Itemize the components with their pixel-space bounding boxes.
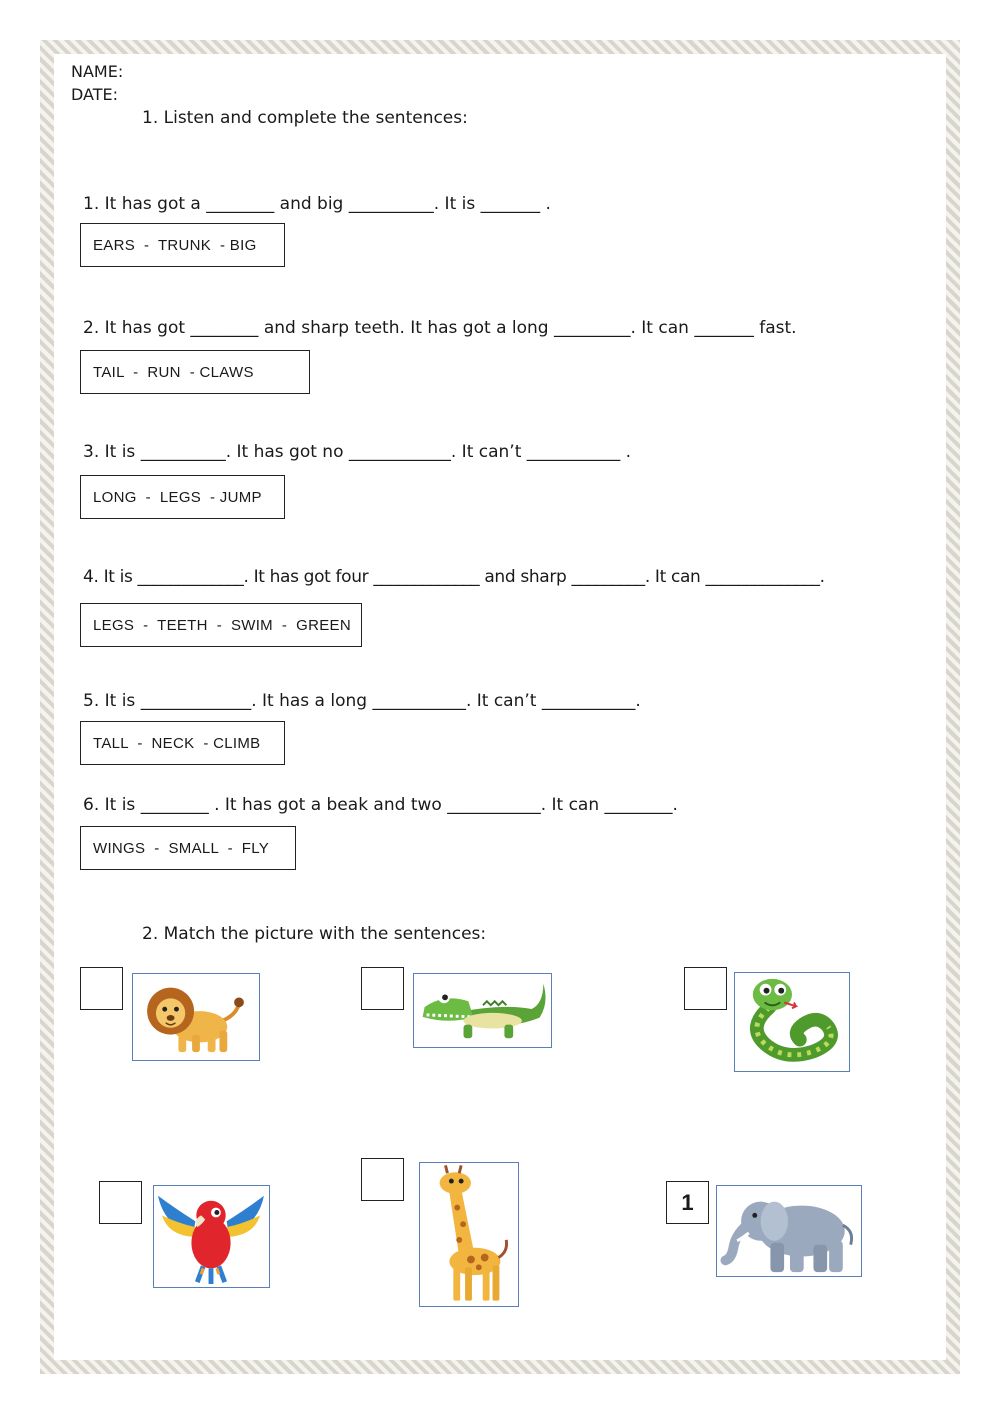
snake-icon: [735, 973, 849, 1071]
exercise-1-title: 1. Listen and complete the sentences:: [142, 108, 468, 128]
word-box-5: TALL - NECK - CLIMB: [80, 721, 285, 765]
elephant-icon: [717, 1186, 861, 1276]
lion-icon: [133, 974, 259, 1060]
parrot-icon: [154, 1186, 269, 1287]
crocodile-picture: [413, 973, 552, 1048]
date-label: DATE:: [71, 85, 119, 104]
name-label: NAME:: [71, 62, 124, 81]
answer-box-giraffe[interactable]: [361, 1158, 404, 1201]
parrot-picture: [153, 1185, 270, 1288]
sentence-4: 4. It is _____________. It has got four _____________ and sharp _________. It can ______________.: [83, 567, 825, 587]
lion-picture: [132, 973, 260, 1061]
answer-box-elephant[interactable]: 1: [666, 1181, 709, 1224]
crocodile-icon: [414, 974, 551, 1047]
elephant-picture: [716, 1185, 862, 1277]
word-box-4: LEGS - TEETH - SWIM - GREEN: [80, 603, 362, 647]
answer-box-parrot[interactable]: [99, 1181, 142, 1224]
exercise-2-title: 2. Match the picture with the sentences:: [142, 924, 487, 944]
word-box-3: LONG - LEGS - JUMP: [80, 475, 285, 519]
sentence-2: 2. It has got ________ and sharp teeth. It has got a long _________. It can _______ fast.: [83, 318, 797, 338]
word-box-6: WINGS - SMALL - FLY: [80, 826, 296, 870]
answer-box-lion[interactable]: [80, 967, 123, 1010]
sentence-3: 3. It is __________. It has got no ____________. It can’t ___________ .: [83, 442, 632, 462]
sentence-5: 5. It is _____________. It has a long ___________. It can’t ___________.: [83, 691, 641, 711]
giraffe-picture: [419, 1162, 519, 1307]
snake-picture: [734, 972, 850, 1072]
word-box-1: EARS - TRUNK - BIG: [80, 223, 285, 267]
sentence-1: 1. It has got a ________ and big __________. It is _______ .: [83, 194, 551, 214]
giraffe-icon: [420, 1163, 518, 1306]
answer-box-snake[interactable]: [684, 967, 727, 1010]
answer-box-crocodile[interactable]: [361, 967, 404, 1010]
word-box-2: TAIL - RUN - CLAWS: [80, 350, 310, 394]
sentence-6: 6. It is ________ . It has got a beak and two ___________. It can ________.: [83, 795, 678, 815]
